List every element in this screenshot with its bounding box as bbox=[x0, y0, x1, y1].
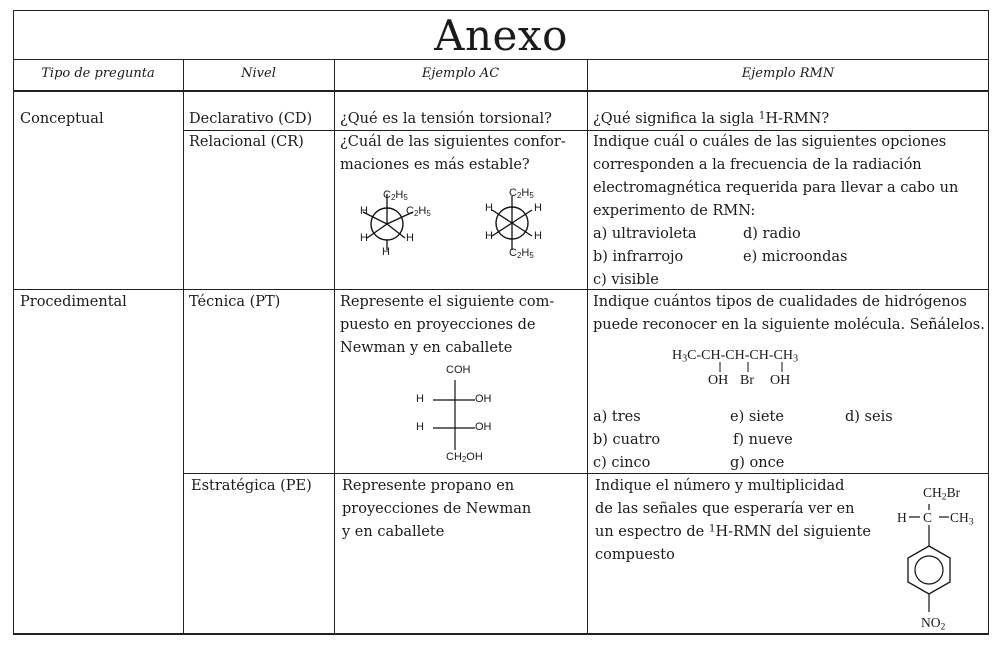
pt-option-c: c) cinco bbox=[593, 455, 651, 471]
pt-option-a: a) tres bbox=[593, 409, 641, 425]
rule-pt bbox=[183, 473, 989, 474]
rule-bottom bbox=[13, 633, 989, 635]
nivel-pt: Técnica (PT) bbox=[189, 294, 281, 310]
header-nivel: Nivel bbox=[241, 66, 276, 81]
ac-cr-2: maciones es más estable? bbox=[340, 157, 530, 173]
newman1-h-lowright: H bbox=[406, 232, 414, 244]
page-title: Anexo bbox=[434, 11, 568, 60]
newman2-h-left: H bbox=[485, 202, 493, 214]
structure-c: C bbox=[923, 510, 933, 525]
tipo-procedimental: Procedimental bbox=[20, 294, 127, 310]
ac-pe-2: proyecciones de Newman bbox=[342, 501, 532, 517]
ac-cd: ¿Qué es la tensión torsional? bbox=[340, 111, 552, 127]
molecule-chain: $H_3C-CH-CH-CH-CH_3$ bbox=[672, 348, 798, 365]
newman2-bottom-label: $C_2H_5$ bbox=[509, 247, 534, 260]
rmn-cr-4: experimento de RMN: bbox=[593, 203, 756, 219]
molecule-oh-2: OH bbox=[770, 373, 791, 388]
nivel-pe: Estratégica (PE) bbox=[191, 478, 312, 494]
rmn-pt-2: puede reconocer en la siguiente molécula. Señálelos. bbox=[593, 317, 985, 333]
cr-option-a: a) ultravioleta bbox=[593, 226, 697, 242]
rmn-cd bbox=[593, 108, 829, 131]
ac-pt-3: Newman y en caballete bbox=[340, 340, 513, 356]
pt-option-g: g) once bbox=[730, 455, 785, 471]
molecule-br: Br bbox=[740, 373, 754, 388]
tipo-conceptual: Conceptual bbox=[20, 111, 104, 127]
rule-header bbox=[13, 90, 989, 92]
newman2-h-right: H bbox=[534, 202, 542, 214]
cr-option-b: b) infrarrojo bbox=[593, 249, 684, 265]
newman1-h-bottom: H bbox=[382, 246, 390, 258]
pt-option-e: e) siete bbox=[730, 409, 784, 425]
structure-ch3: $CH_3$ bbox=[950, 510, 974, 528]
newman1-right-label: $C_2H_5$ bbox=[406, 205, 431, 218]
ac-pe-3: y en caballete bbox=[342, 524, 445, 540]
rmn-pe-4: compuesto bbox=[595, 547, 675, 563]
rmn-pe-3: un espectro de $^1$H-RMN del siguiente bbox=[595, 522, 871, 540]
rmn-pe-2: de las señales que esperaría ver en bbox=[595, 501, 855, 517]
newman2-h-lowleft: H bbox=[485, 230, 493, 242]
newman2-top-label: $C_2H_5$ bbox=[509, 187, 534, 200]
newman2-h-lowright: H bbox=[534, 230, 542, 242]
rmn-pe-1: Indique el número y multiplicidad bbox=[595, 478, 845, 494]
col-rule-1 bbox=[183, 59, 184, 634]
col-rule-3 bbox=[587, 59, 588, 634]
pt-option-b: b) cuatro bbox=[593, 432, 661, 448]
rmn-cd-sup: 1 bbox=[758, 109, 766, 122]
fischer-h-2: H bbox=[416, 421, 424, 433]
fischer-oh-1: OH bbox=[475, 393, 492, 405]
nivel-cr: Relacional (CR) bbox=[189, 134, 304, 150]
cr-option-c: c) visible bbox=[593, 272, 659, 288]
ac-pt-2: puesto en proyecciones de bbox=[340, 317, 536, 333]
nivel-cd: Declarativo (CD) bbox=[189, 111, 313, 127]
fischer-top: COH bbox=[446, 364, 471, 376]
structure-ch2br: $CH_2Br$ bbox=[923, 485, 961, 503]
rmn-cd-pre: ¿Qué significa la sigla bbox=[593, 111, 759, 127]
newman1-h-left: H bbox=[360, 205, 368, 217]
molecule-oh-1: OH bbox=[708, 373, 729, 388]
ac-pe-1: Represente propano en bbox=[342, 478, 515, 494]
rmn-pt-1: Indique cuántos tipos de cualidades de hidrógenos bbox=[593, 294, 967, 310]
pt-option-f: f) nueve bbox=[733, 432, 793, 448]
rmn-cr-2: corresponden a la frecuencia de la radiación bbox=[593, 157, 922, 173]
newman1-top-label: $C_2H_5$ bbox=[383, 189, 408, 202]
ac-pt-1: Represente el siguiente com- bbox=[340, 294, 555, 310]
benzene-ring bbox=[895, 498, 965, 623]
fischer-h-1: H bbox=[416, 393, 424, 405]
header-rmn: Ejemplo RMN bbox=[741, 66, 835, 81]
rmn-cr-3: electromagnética requerida para llevar a cabo un bbox=[593, 180, 959, 196]
rmn-cd-post: H-RMN? bbox=[765, 111, 830, 127]
fischer-bottom: $CH_2OH$ bbox=[446, 451, 483, 464]
newman1-h-lowleft: H bbox=[360, 232, 368, 244]
rmn-cr-1: Indique cuál o cuáles de las siguientes opciones bbox=[593, 134, 947, 150]
header-ac: Ejemplo AC bbox=[421, 66, 500, 81]
fischer-oh-2: OH bbox=[475, 421, 492, 433]
pt-option-d: d) seis bbox=[845, 409, 893, 425]
header-tipo: Tipo de pregunta bbox=[41, 66, 155, 81]
structure-no2: $NO_2$ bbox=[921, 615, 946, 633]
col-rule-2 bbox=[334, 59, 335, 634]
rule-conceptual bbox=[13, 289, 989, 290]
structure-h: H bbox=[897, 510, 907, 525]
ac-cr-1: ¿Cuál de las siguientes confor- bbox=[340, 134, 566, 150]
cr-option-e: e) microondas bbox=[743, 249, 848, 265]
fischer-projection bbox=[425, 376, 485, 456]
cr-option-d: d) radio bbox=[743, 226, 801, 242]
